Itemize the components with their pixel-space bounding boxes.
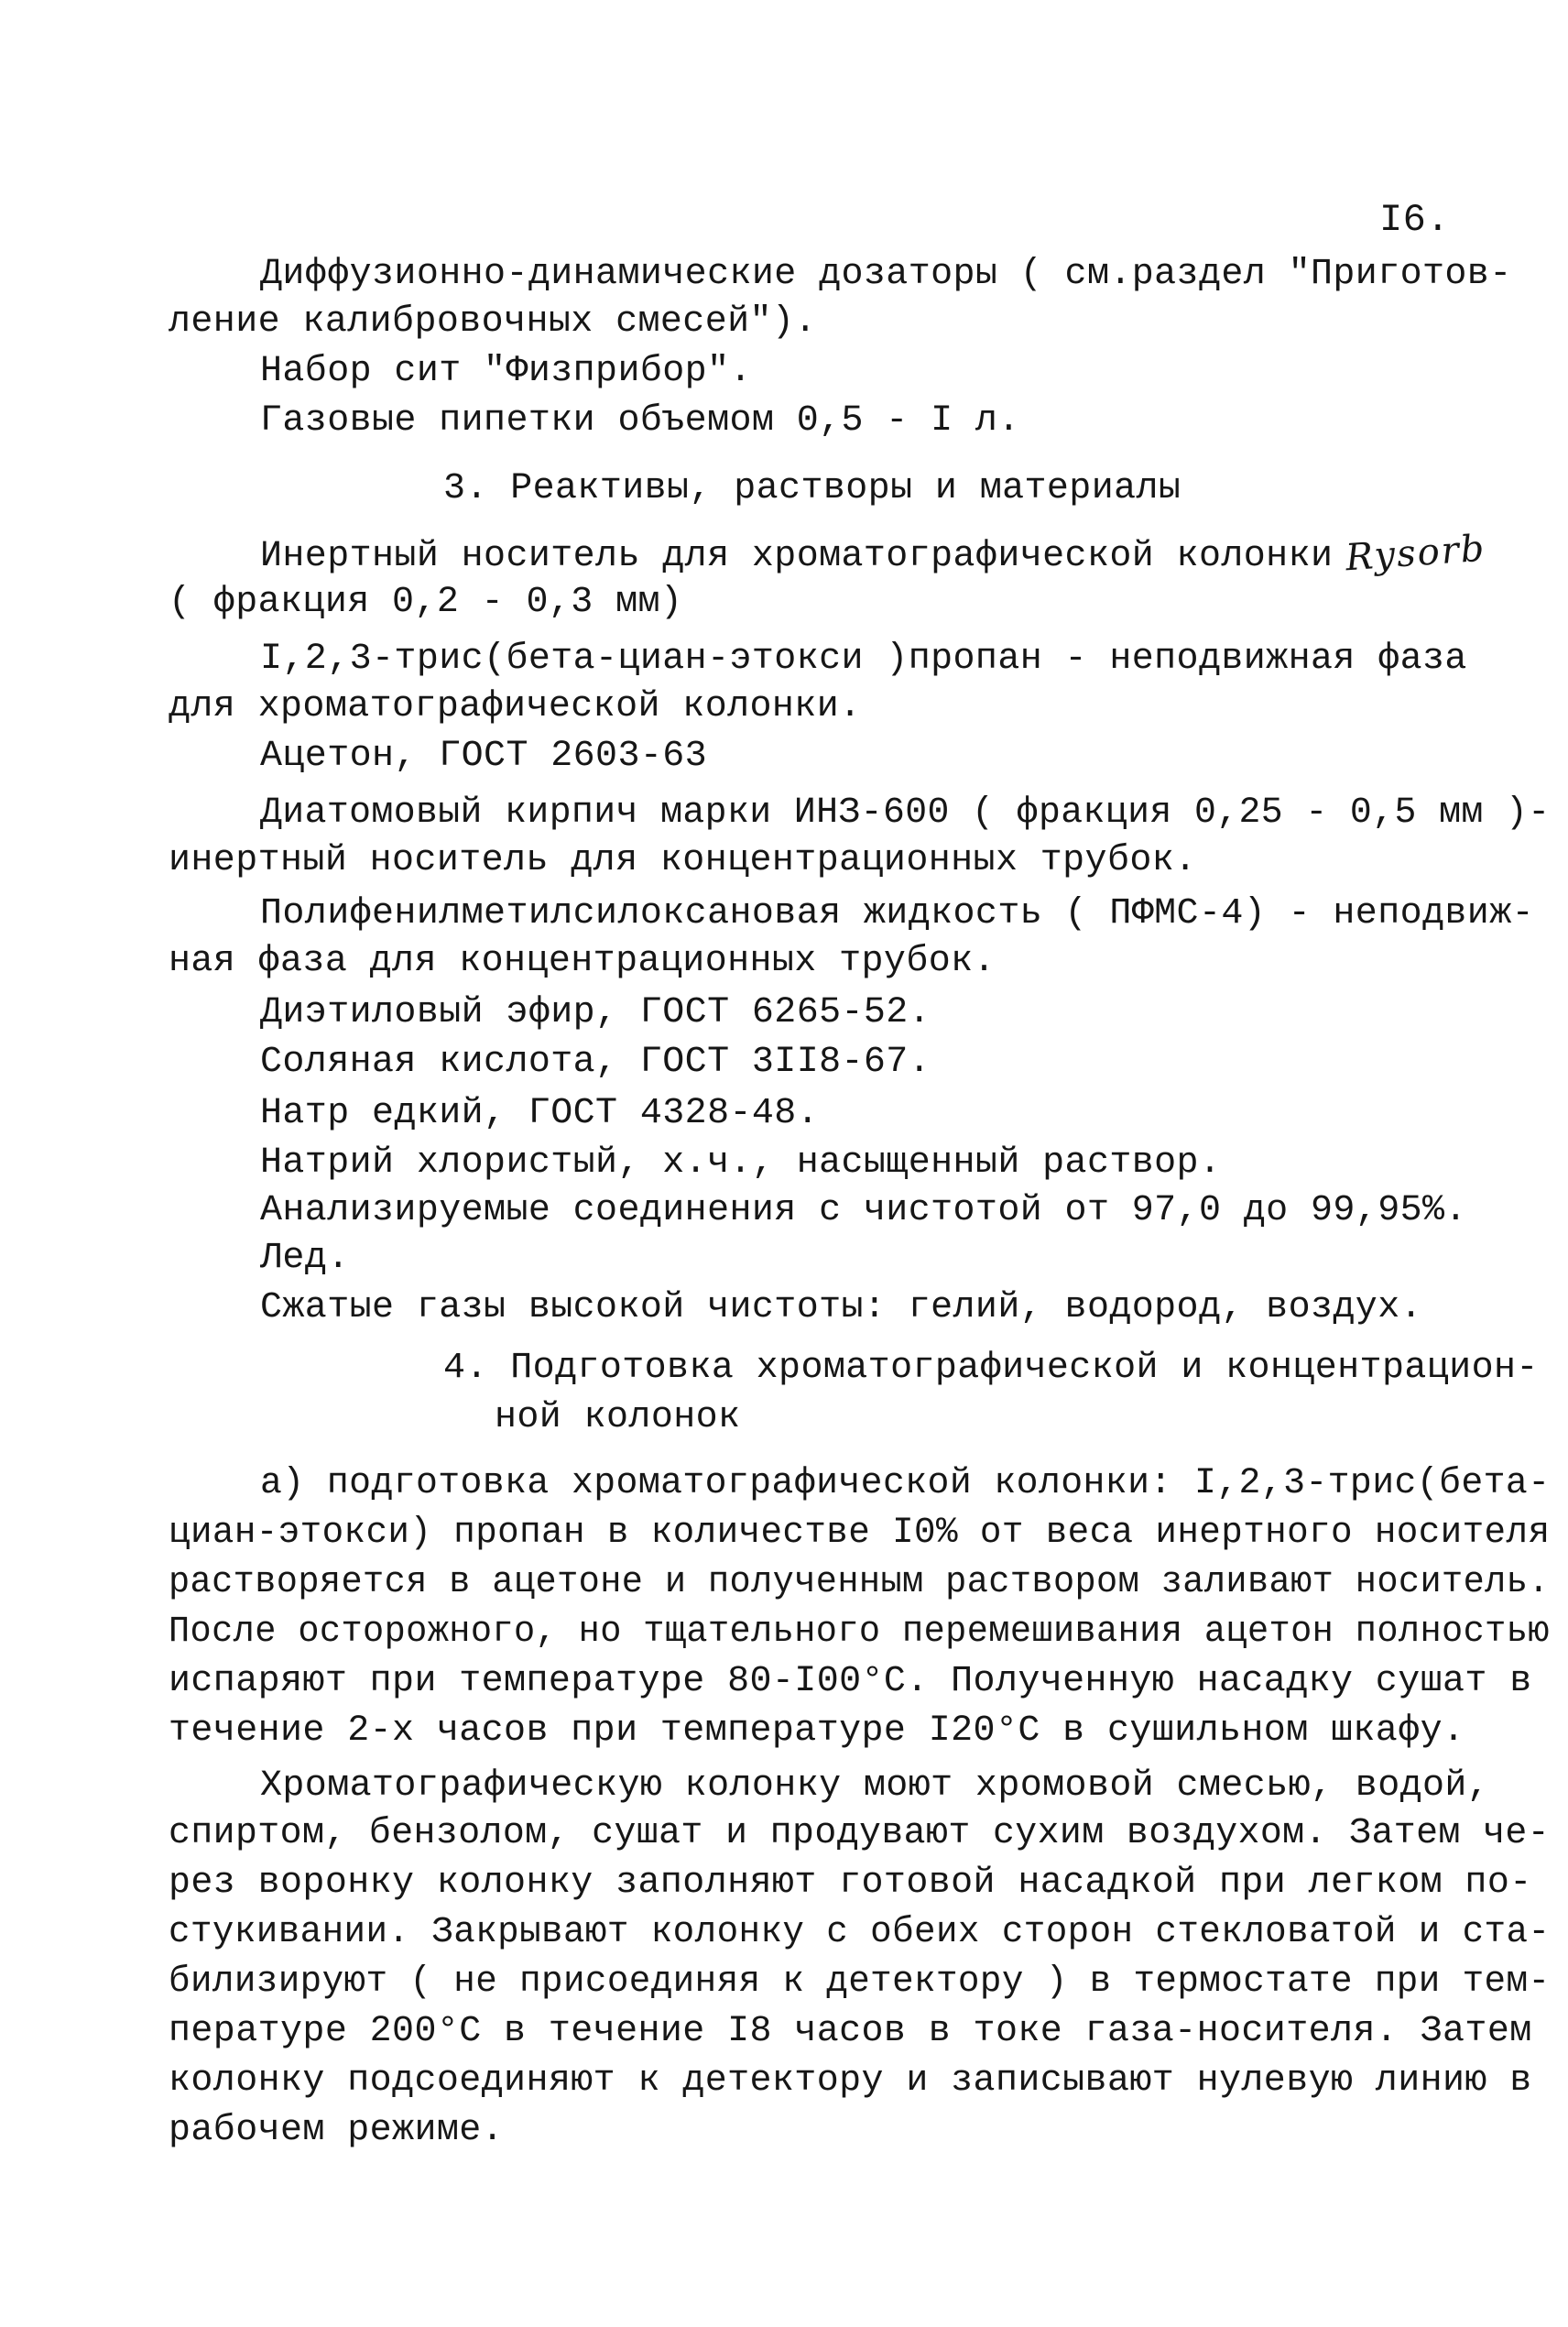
paragraph-line: Хроматографическую колонку моют хромовой смесью, водой, [260, 1765, 1490, 1807]
text-line [260, 527, 1488, 581]
paragraph-line: билизируют ( не присоединяя к детектору ) в термостате при тем- [169, 1961, 1551, 2003]
text-line: ная фаза для концентрационных трубок. [169, 941, 996, 982]
section-heading-4-cont: ной колонок [495, 1397, 741, 1438]
section-heading-3: 3. Реактивы, растворы и материалы [443, 468, 1181, 509]
paragraph-line: циан-этокси) пропан в количестве I0% от веса инертного носителя [169, 1513, 1551, 1554]
paragraph-line: растворяется в ацетоне и полученным раствором заливают носитель. [169, 1562, 1550, 1603]
paragraph-line: а) подготовка хроматографической колонки: I,2,3-трис(бета- [260, 1463, 1551, 1504]
text-line: инертный носитель для концентрационных трубок. [169, 840, 1197, 881]
text-line: Диэтиловый эфир, ГОСТ 6265-52. [260, 992, 931, 1033]
text-line: Соляная кислота, ГОСТ 3II8-67. [260, 1042, 931, 1083]
text-line: ( фракция 0,2 - 0,3 мм) [169, 582, 683, 623]
text-line: ление калибровочных смесей"). [169, 301, 817, 343]
section-heading-4: 4. Подготовка хроматографической и концентрацион- [443, 1348, 1539, 1389]
text-line: Сжатые газы высокой чистоты: гелий, водород, воздух. [260, 1287, 1423, 1328]
paragraph-line: После осторожного, но тщательного перемешивания ацетон полностью [169, 1611, 1550, 1653]
paragraph-line: пературе 200°С в течение I8 часов в токе газа-носителя. Затем [169, 2011, 1532, 2052]
handwritten-note: Rysorb [1344, 527, 1488, 580]
paragraph-line: течение 2-х часов при температуре I20°С в сушильном шкафу. [169, 1710, 1465, 1752]
text-line: Анализируемые соединения с чистотой от 97,0 до 99,95%. [260, 1190, 1467, 1231]
text-line: Натр едкий, ГОСТ 4328-48. [260, 1093, 820, 1134]
paragraph-line: стукивании. Закрывают колонку с обеих сторон стекловатой и ста- [169, 1912, 1551, 1953]
paragraph-line: спиртом, бензолом, сушат и продувают сухим воздухом. Затем че- [169, 1813, 1551, 1854]
paragraph-line: рабочем режиме. [169, 2110, 505, 2151]
text-line: Набор сит "Физприбор". [260, 351, 752, 392]
text-line-main: Инертный носитель для хроматографической колонки [260, 536, 1334, 577]
text-line: Лед. [260, 1238, 350, 1279]
text-line: Натрий хлористый, х.ч., насыщенный раствор. [260, 1142, 1222, 1184]
text-line: Ацетон, ГОСТ 2603-63 [260, 736, 708, 777]
page-number: I6. [1379, 198, 1450, 242]
text-line: Диатомовый кирпич марки ИНЗ-600 ( фракция 0,25 - 0,5 мм )- [260, 792, 1551, 834]
paragraph-line: испаряют при температуре 80-I00°С. Полученную насадку сушат в [169, 1661, 1532, 1702]
text-line: для хроматографической колонки. [169, 686, 862, 727]
text-line: Полифенилметилсилоксановая жидкость ( ПФМС-4) - неподвиж- [260, 893, 1535, 934]
paragraph-line: рез воронку колонку заполняют готовой насадкой при легком по- [169, 1863, 1532, 1904]
paragraph-line: колонку подсоединяют к детектору и записывают нулевую линию в [169, 2060, 1532, 2102]
text-line: Диффузионно-динамические дозаторы ( см.раздел "Приготов- [260, 254, 1512, 295]
text-line: I,2,3-трис(бета-циан-этокси )пропан - неподвижная фаза [260, 639, 1467, 680]
text-line: Газовые пипетки объемом 0,5 - I л. [260, 400, 1020, 442]
